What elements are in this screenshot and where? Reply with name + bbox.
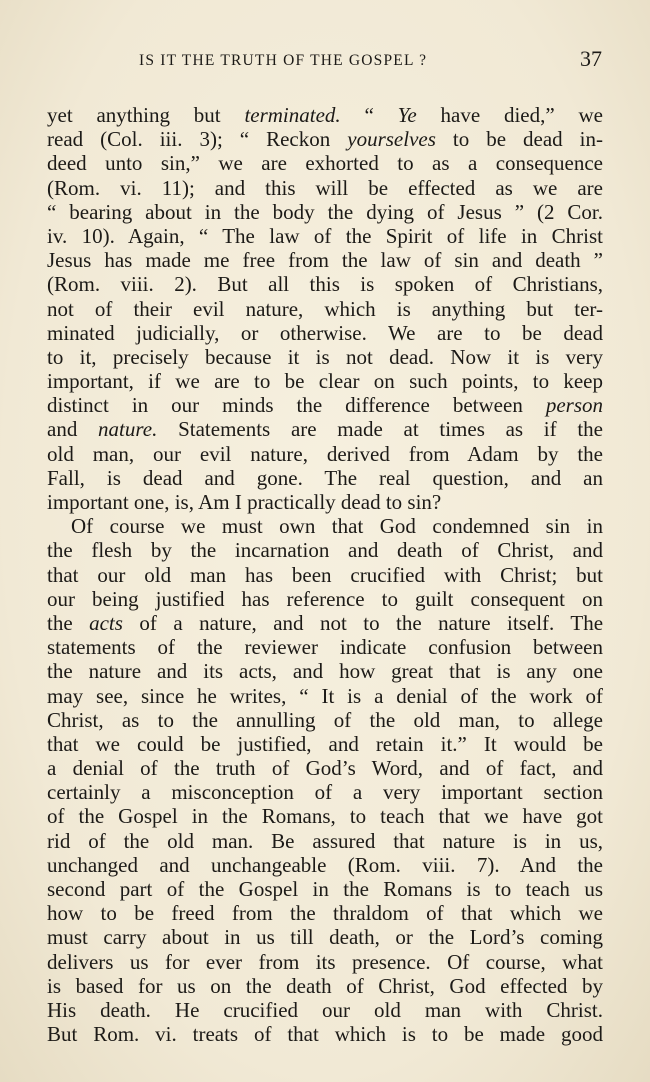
text-run: may see, since he writes, “ It is a denial of the work of (47, 683, 603, 708)
italic-text: nature. (98, 417, 158, 442)
text-line (47, 732, 603, 756)
text-run: of a nature, and not to the nature itself. The (122, 610, 604, 635)
text-line (47, 974, 603, 998)
body-text (47, 103, 603, 1046)
text-run: the nature and its acts, and how great that is any one (47, 659, 603, 684)
text-run: certainly a misconception of a very important section (47, 780, 603, 805)
text-run: yet anything but (47, 103, 245, 127)
text-line (47, 998, 603, 1022)
text-run: the flesh by the incarnation and death of Christ, and (47, 538, 603, 563)
text-line (47, 393, 603, 417)
text-run: statements of the reviewer indicate confusion between (47, 635, 603, 660)
text-run: distinct in our minds the difference between (47, 393, 546, 418)
italic-text: Ye (397, 103, 417, 127)
text-line (47, 514, 603, 538)
text-line (47, 103, 603, 127)
text-line (47, 756, 603, 780)
italic-text: acts (89, 610, 123, 635)
page-header (47, 46, 602, 76)
text-line (47, 853, 603, 877)
text-line (47, 1022, 603, 1046)
text-run: not of their evil nature, which is anything but ter- (47, 296, 603, 321)
text-line (47, 200, 603, 224)
text-run: important one, is, Am I practically dead to sin? (47, 490, 442, 514)
text-run: our being justified has reference to guilt consequent on (47, 586, 603, 611)
text-run: how to be freed from the thraldom of that which we (47, 901, 603, 926)
text-line (47, 127, 603, 151)
text-line (47, 176, 603, 200)
italic-text: person (545, 393, 603, 418)
text-run: that we could be justified, and retain it.” It would be (47, 731, 603, 756)
text-run: of the Gospel in the Romans, to teach that we have got (47, 804, 603, 829)
text-line (47, 272, 603, 296)
text-run: “ bearing about in the body the dying of Jesus ” (2 Cor. (47, 199, 603, 224)
text-run: second part of the Gospel in the Romans is to teach us (47, 877, 603, 901)
text-run: (Rom. vi. 11); and this will be effected as we are (47, 175, 603, 200)
text-run: important, if we are to be clear on such points, to keep (47, 369, 603, 394)
text-line (47, 151, 603, 175)
text-run: to it, precisely because it is not dead. Now it is very (47, 344, 603, 369)
text-line (47, 611, 603, 635)
text-run: have died,” we (416, 103, 604, 127)
text-line (47, 538, 603, 562)
text-run: deed unto sin,” we are exhorted to as a consequence (47, 151, 603, 176)
text-line (47, 684, 603, 708)
text-line (47, 490, 603, 514)
text-line (47, 950, 603, 974)
text-run: His death. He crucified our old man with Christ. (47, 997, 603, 1022)
text-line (47, 804, 603, 828)
text-run: a denial of the truth of God’s Word, and of fact, and (47, 756, 603, 781)
text-run: Of course we must own that God condemned sin in (71, 514, 603, 539)
text-run: minated judicially, or otherwise. We are to be dead (47, 320, 603, 345)
text-line (47, 369, 603, 393)
text-line (47, 563, 603, 587)
text-run: Jesus has made me free from the law of sin and death ” (47, 248, 603, 273)
text-run: that our old man has been crucified with Christ; but (47, 562, 603, 587)
text-line (47, 466, 603, 490)
text-line (47, 877, 603, 901)
text-run: must carry about in us till death, or the Lord’s coming (47, 925, 603, 950)
text-line (47, 708, 603, 732)
text-line (47, 224, 603, 248)
text-line (47, 587, 603, 611)
text-line (47, 248, 603, 272)
text-run: rid of the old man. Be assured that nature is in us, (47, 828, 603, 853)
text-line (47, 659, 603, 683)
text-run: is based for us on the death of Christ, God effected by (47, 973, 603, 998)
text-run: iv. 10). Again, “ The law of the Spirit of life in Christ (47, 223, 603, 248)
text-line (47, 635, 603, 659)
text-run: Christ, as to the annulling of the old man, to allege (47, 707, 603, 732)
text-run: But Rom. vi. treats of that which is to be made good (47, 1022, 603, 1047)
italic-text: yourselves (347, 127, 436, 152)
italic-text: terminated. (244, 103, 341, 127)
text-run: and (47, 417, 99, 442)
text-line (47, 925, 603, 949)
text-line (47, 780, 603, 804)
text-run: “ (340, 103, 398, 127)
running-title: IS IT THE TRUTH OF THE GOSPEL ? (139, 52, 428, 69)
text-run: unchanged and unchangeable (Rom. viii. 7). And the (47, 852, 603, 877)
text-line (47, 901, 603, 925)
text-run: old man, our evil nature, derived from Adam by the (47, 441, 603, 466)
text-run: read (Col. iii. 3); “ Reckon (47, 127, 348, 152)
text-run: Fall, is dead and gone. The real question, and an (47, 465, 603, 490)
text-run: the (47, 610, 90, 635)
text-run: (Rom. viii. 2). But all this is spoken of Christians, (47, 272, 603, 297)
text-line (47, 297, 603, 321)
text-run: delivers us for ever from its presence. Of course, what (47, 949, 603, 974)
text-line (47, 321, 603, 345)
page-number: 37 (580, 46, 602, 71)
text-line (47, 442, 603, 466)
text-run: to be dead in- (435, 127, 603, 152)
text-line (47, 417, 603, 441)
text-line (47, 829, 603, 853)
text-run: Statements are made at times as if the (157, 417, 603, 442)
text-line (47, 345, 603, 369)
